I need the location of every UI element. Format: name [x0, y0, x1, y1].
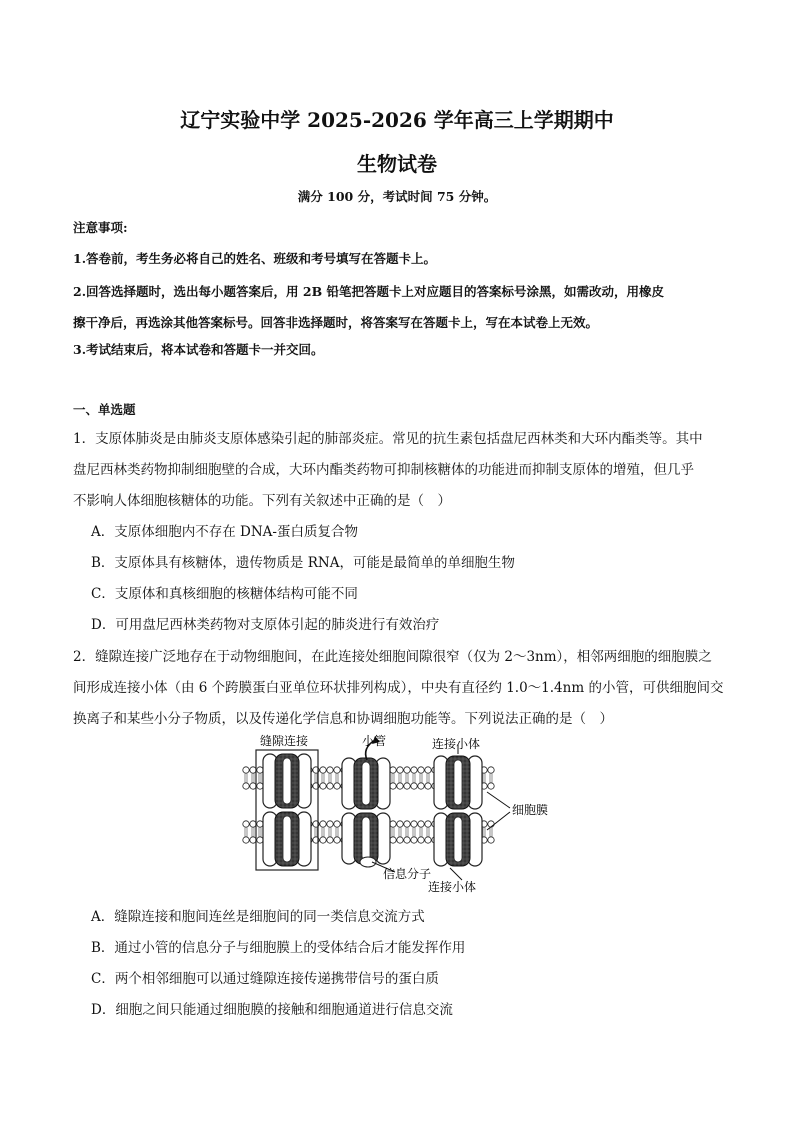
phospholipid-head: [404, 783, 410, 789]
exam-info: 满分 100 分，考试时间 75 分钟。: [297, 189, 497, 204]
label-tube: 小管: [362, 734, 387, 748]
note-item: 3.考试结束后，将本试卷和答题卡一并交回。: [73, 342, 324, 357]
phospholipid-head: [425, 767, 431, 773]
phospholipid-head: [257, 767, 263, 773]
phospholipid-head: [250, 783, 256, 789]
phospholipid-head: [327, 837, 333, 843]
phospholipid-head: [390, 767, 396, 773]
notes-heading: 注意事项:: [73, 220, 128, 235]
question-stem-line: 间形成连接小体（由 6 个跨膜蛋白亚单位环状排列构成），中央有直径约 1.0～1.4nm 的小管，可供细胞间交: [73, 680, 724, 696]
phospholipid-head: [320, 783, 326, 789]
option-c: C．两个相邻细胞可以通过缝隙连接传递携带信号的蛋白质: [91, 971, 439, 987]
connexon-unit: [342, 758, 390, 864]
note-item: 1.答卷前，考生务必将自己的姓名、班级和考号填写在答题卡上。: [73, 251, 437, 266]
option-c: C．支原体和真核细胞的核糖体结构可能不同: [91, 586, 358, 602]
label-signal-molecule: 信息分子: [383, 867, 432, 881]
phospholipid-head: [320, 767, 326, 773]
phospholipid-head: [257, 783, 263, 789]
phospholipid-head: [327, 767, 333, 773]
phospholipid-head: [425, 821, 431, 827]
phospholipid-head: [250, 767, 256, 773]
question-stem-line: 2．缝隙连接广泛地存在于动物细胞间，在此连接处细胞间隙很窄（仅为 2～3nm），相邻两细胞的细胞膜之: [73, 649, 712, 665]
phospholipid-head: [425, 783, 431, 789]
phospholipid-head: [418, 767, 424, 773]
note-item: 擦干净后，再选涂其他答案标号。回答非选择题时，将答案写在答题卡上，写在本试卷上无效。: [73, 315, 599, 330]
phospholipid-head: [397, 767, 403, 773]
question-stem-line: 不影响人体细胞核糖体的功能。下列有关叙述中正确的是（ ）: [73, 493, 451, 509]
phospholipid-head: [397, 821, 403, 827]
phospholipid-head: [320, 837, 326, 843]
phospholipid-head: [488, 767, 494, 773]
phospholipid-head: [390, 821, 396, 827]
phospholipid-head: [397, 837, 403, 843]
phospholipid-head: [327, 821, 333, 827]
question-stem-line: 1．支原体肺炎是由肺炎支原体感染引起的肺部炎症。常见的抗生素包括盘尼西林类和大环内酯类等。其中: [73, 431, 703, 447]
leader-line: [450, 868, 462, 880]
phospholipid-head: [411, 837, 417, 843]
phospholipid-head: [411, 821, 417, 827]
phospholipid-head: [243, 837, 249, 843]
phospholipid-head: [334, 821, 340, 827]
phospholipid-head: [418, 783, 424, 789]
phospholipid-head: [425, 837, 431, 843]
phospholipid-head: [488, 783, 494, 789]
label-connexon-bottom: 连接小体: [428, 880, 477, 894]
phospholipid-head: [418, 837, 424, 843]
phospholipid-head: [257, 837, 263, 843]
phospholipid-head: [404, 837, 410, 843]
option-d: D．可用盘尼西林类药物对支原体引起的肺炎进行有效治疗: [91, 617, 440, 633]
phospholipid-head: [488, 837, 494, 843]
option-d: D．细胞之间只能通过细胞膜的接触和细胞通道进行信息交流: [91, 1002, 453, 1018]
phospholipid-head: [411, 783, 417, 789]
phospholipid-head: [390, 837, 396, 843]
label-gap-junction: 缝隙连接: [260, 734, 309, 748]
phospholipid-head: [243, 767, 249, 773]
note-item: 2.回答选择题时，选出每小题答案后，用 2B 铅笔把答题卡上对应题目的答案标号涂黑，如需改动，用橡皮: [73, 284, 665, 299]
question-stem-line: 换离子和某些小分子物质，以及传递化学信息和协调细胞功能等。下列说法正确的是（ ）: [73, 711, 613, 727]
phospholipid-head: [257, 821, 263, 827]
page-subtitle: 生物试卷: [357, 152, 437, 176]
phospholipid-head: [397, 783, 403, 789]
phospholipid-head: [243, 783, 249, 789]
phospholipid-head: [418, 821, 424, 827]
signal-molecule: [360, 857, 376, 867]
phospholipid-head: [334, 767, 340, 773]
phospholipid-head: [411, 767, 417, 773]
label-membrane: 细胞膜: [512, 803, 549, 817]
phospholipid-head: [327, 783, 333, 789]
phospholipid-head: [320, 821, 326, 827]
phospholipid-head: [404, 821, 410, 827]
connexon-unit: [434, 756, 482, 866]
phospholipid-head: [250, 821, 256, 827]
section-title: 一、单选题: [73, 402, 136, 417]
option-a: A．缝隙连接和胞间连丝是细胞间的同一类信息交流方式: [91, 909, 425, 925]
option-a: A．支原体细胞内不存在 DNA-蛋白质复合物: [91, 524, 358, 540]
phospholipid-head: [390, 783, 396, 789]
phospholipid-head: [243, 821, 249, 827]
phospholipid-head: [334, 837, 340, 843]
leader-line: [487, 792, 510, 808]
connexon-unit: [263, 754, 311, 866]
question-stem-line: 盘尼西林类药物抑制细胞壁的合成，大环内酯类药物可抑制核糖体的功能进而抑制支原体的增殖，但几乎: [73, 462, 694, 478]
label-connexon-top: 连接小体: [432, 737, 481, 751]
phospholipid-head: [250, 837, 256, 843]
option-b: B．支原体具有核糖体，遗传物质是 RNA，可能是最简单的单细胞生物: [91, 555, 515, 571]
phospholipid-head: [404, 767, 410, 773]
phospholipid-head: [334, 783, 340, 789]
option-b: B．通过小管的信息分子与细胞膜上的受体结合后才能发挥作用: [91, 940, 466, 956]
page-title: 辽宁实验中学 2025-2026 学年高三上学期期中: [180, 108, 614, 132]
